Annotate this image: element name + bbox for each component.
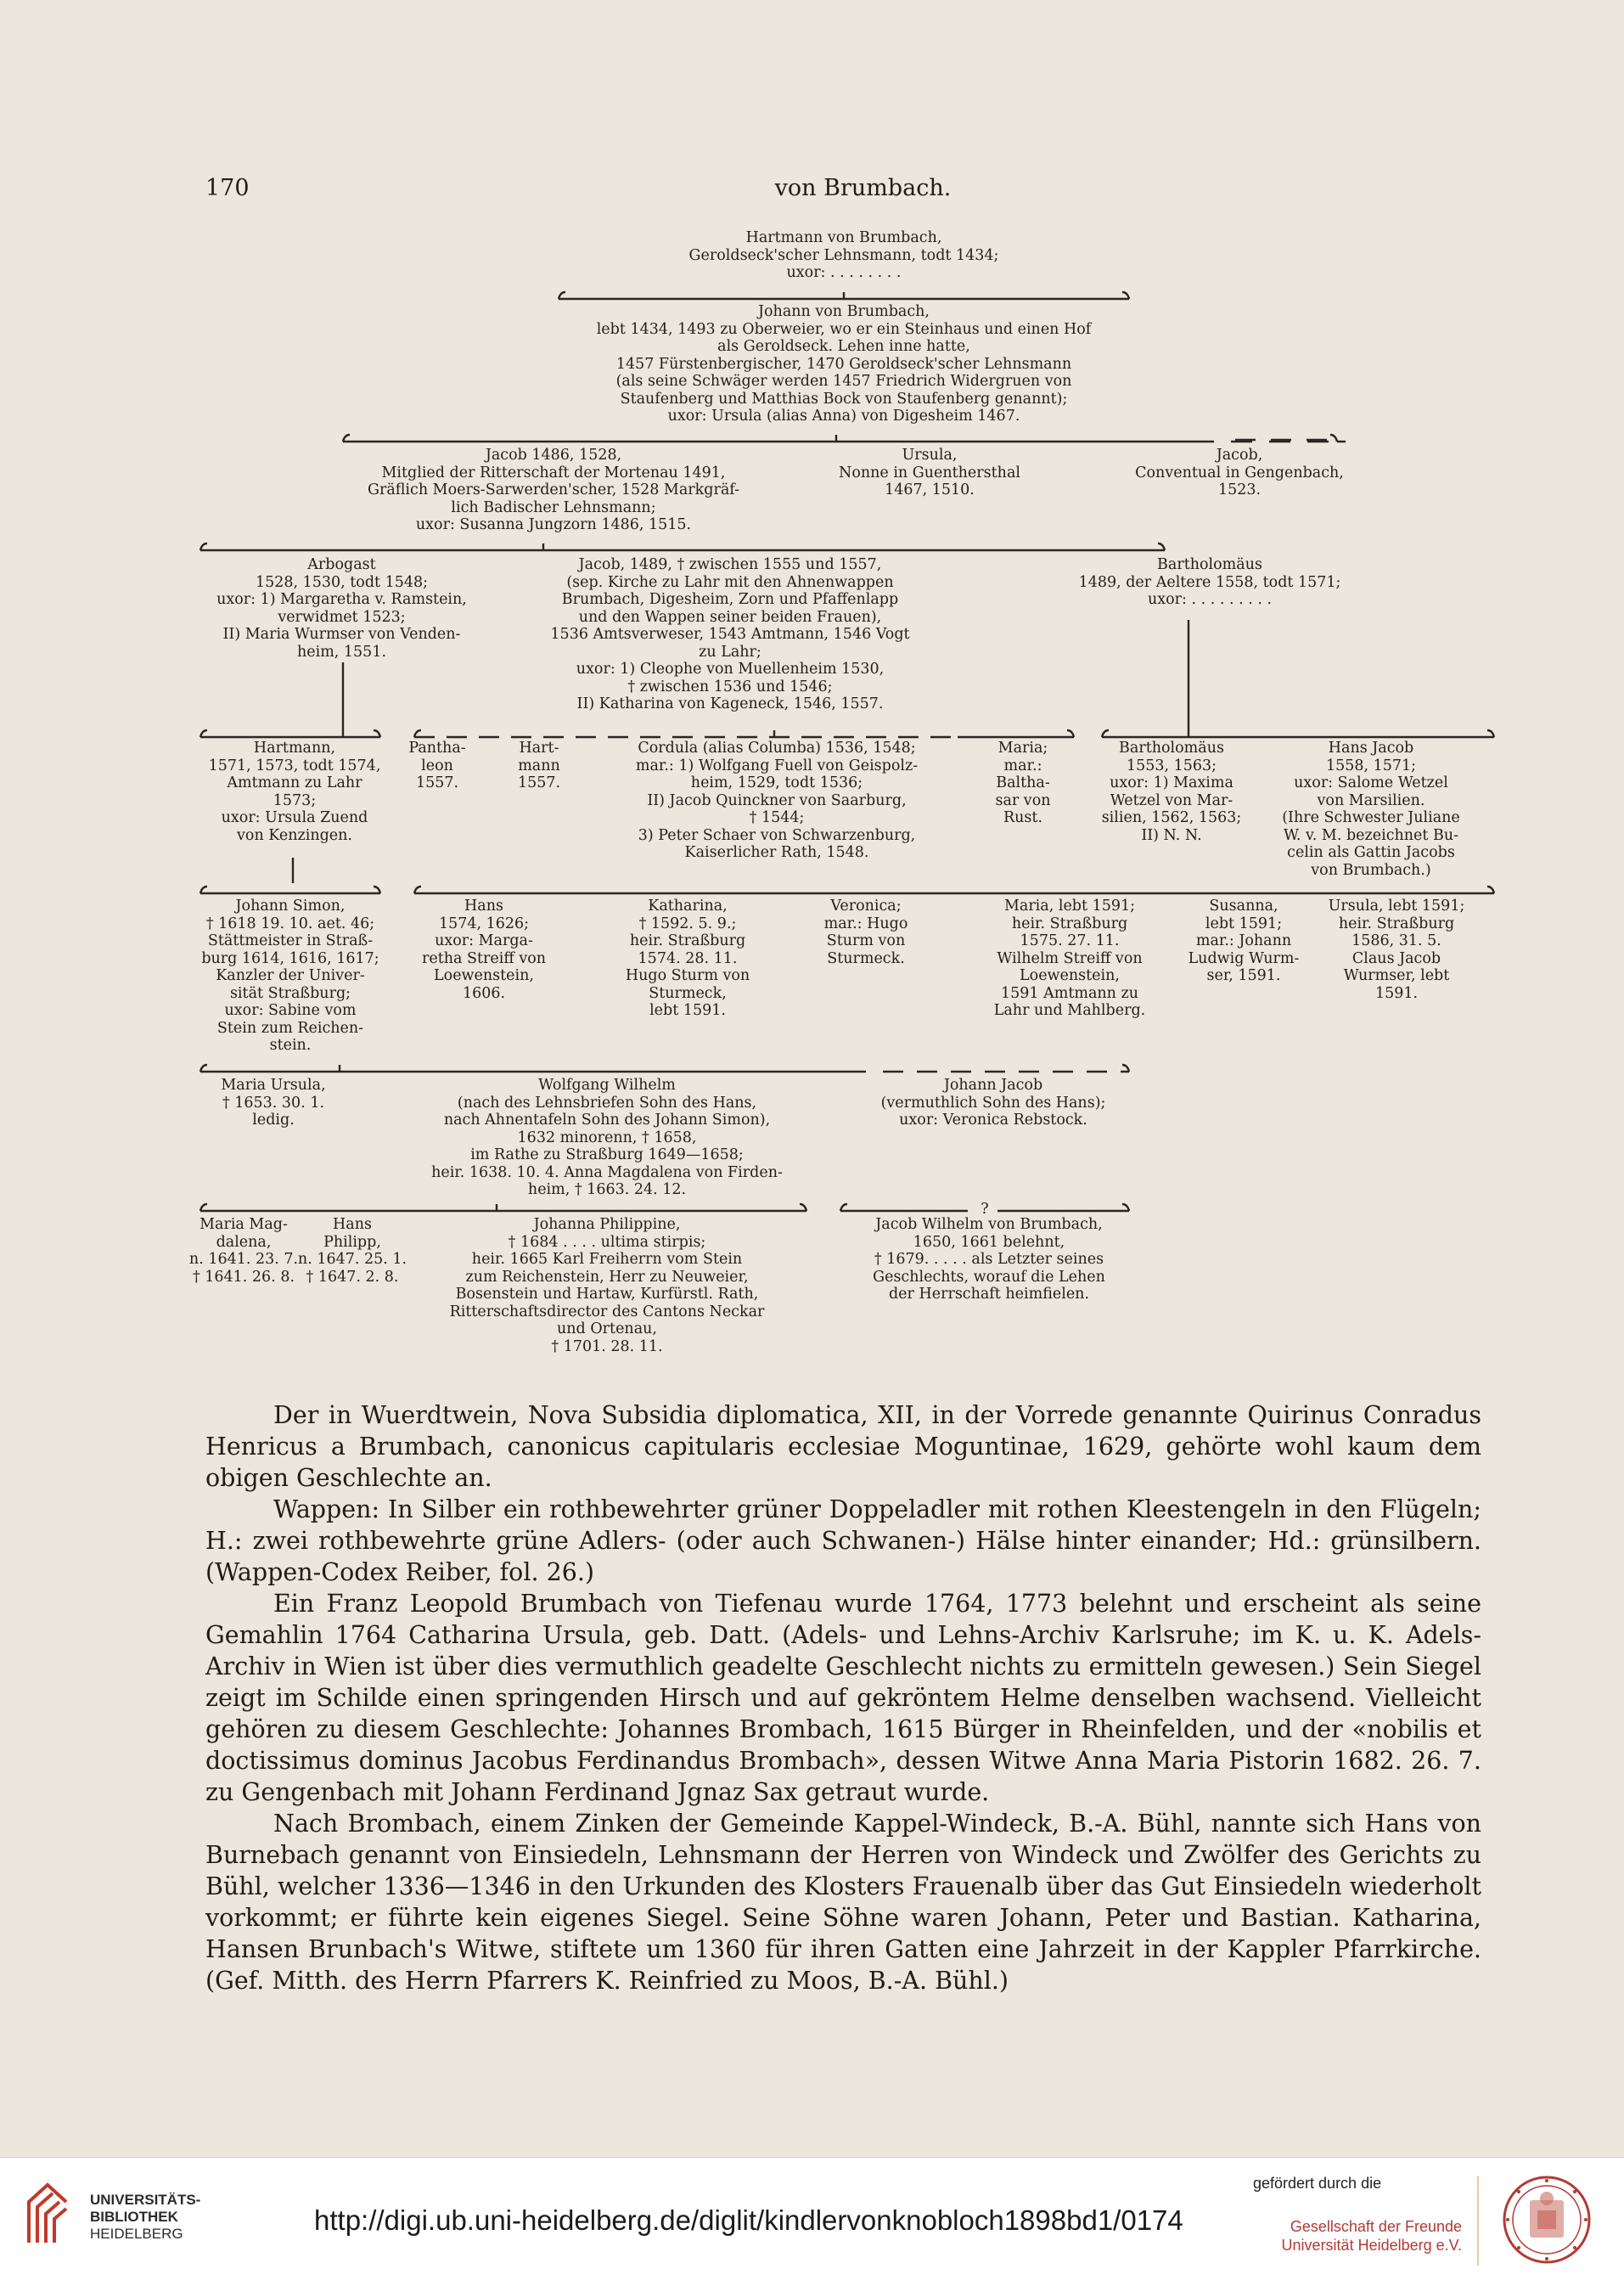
person-hartmann-gen1: Hartmann von Brumbach, Geroldseck'scher Lehnsmann, todt 1434; uxor: . . . . . . . . <box>688 229 999 281</box>
person-johannsimon-gen6: Johann Simon, † 1618 19. 10. aet. 46; Stättmeister in Straß- burg 1614, 1616, 1617; Kanzler der Univer- sität Straßburg; uxor: Sabine vom Stein zum Reichen- stein. <box>201 898 379 1054</box>
prose-paragraph: Der in Wuerdtwein, Nova Subsidia diplomatica, XII, in der Vorrede genannte Quirinus Conradus Henricus a Brumbach, canonicus capitularis ecclesiae Moguntinae, 1629, gehörte wohl kaum dem obigen Geschlechte an. <box>205 1401 1481 1492</box>
library-name[interactable] <box>90 2192 200 2243</box>
viewer-footer <box>0 2157 1624 2280</box>
prose-text <box>205 1399 1481 1996</box>
person-maria-gen6: Maria, lebt 1591; heir. Straßburg 1575. 27. 11. Wilhelm Streiff von Loewenstein, 1591 Amtmann zu Lahr und Mahlberg. <box>993 898 1146 1019</box>
person-arbogast-gen4: Arbogast 1528, 1530, todt 1548; uxor: 1) Margaretha v. Ramstein, verwidmet 1523; II) Maria Wurmser von Venden- heim, 1551. <box>216 556 467 661</box>
person-mariaursula-gen7: Maria Ursula, † 1653. 30. 1. ledig. <box>221 1077 326 1129</box>
prose-paragraph: Wappen: In Silber ein rothbewehrter grüner Doppeladler mit rothen Kleestengeln in den Flügeln; H.: zwei rothbewehrte grüne Adlers- (oder auch Schwanen-) Hälse hinter einander; Hd.: grünsilbern. (Wappen-Codex Reiber, fol. 26.) <box>205 1495 1481 1586</box>
person-johannaphilippine-gen8: Johanna Philippine, † 1684 . . . . ultima stirpis; heir. 1665 Karl Freiherrn vom Stein zum Reichenstein, Herr zu Neuweier, Bosenstein und Hartaw, Kurfürstl. Rath, Ritterschaftsdirector des Cantons Neckar und Ortenau, † 1701. 28. 11. <box>449 1216 765 1355</box>
funded-by-label: gefördert durch die <box>1253 2175 1382 2192</box>
person-susanna-gen6: Susanna, lebt 1591; mar.: Johann Ludwig Wurm- ser, 1591. <box>1188 898 1300 984</box>
running-head: von Brumbach. <box>774 175 952 201</box>
person-wolfgangwilhelm-gen7: Wolfgang Wilhelm (nach des Lehnsbriefen Sohn des Hans, nach Ahnentafeln Sohn des Johann Simon), 1632 minorenn, † 1658, im Rathe zu Straßburg 1649—1658; heir. 1638. 10. 4. Anna Magdalena von Firden- heim, † 1663. 24. 12. <box>431 1077 783 1198</box>
person-maria-gen5: Maria; mar.: Baltha- sar von Rust. <box>995 740 1051 826</box>
permalink-url[interactable]: http://digi.ub.uni-heidelberg.de/diglit/kindlervonknobloch1898bd1/0174 <box>314 2204 1183 2236</box>
library-name-line: UNIVERSITÄTS- <box>90 2192 201 2208</box>
prose-paragraph: Ein Franz Leopold Brumbach von Tiefenau wurde 1764, 1773 belehnt und erscheint als seine Gemahlin 1764 Catharina Ursula, geb. Datt. (Adels- und Lehns-Archiv Karlsruhe; im K. u. K. Adels-Archiv in Wien ist über dies vermuthlich geadelte Geschlecht nichts zu ermitteln gewesen.) Sein Siegel zeigt im Schilde einen springenden Hirsch und auf gekröntem Helme denselben wachsend. Vielleicht gehören zu diesem Geschlechte: Johannes Brombach, 1615 Bürger in Rheinfelden, und der «nobilis et doctissimus dominus Jacobus Ferdinandus Brombach», dessen Witwe Anna Maria Pistorin 1682. 26. 7. zu Gengenbach mit Johann Ferdinand Jgnaz Sax getraut wurde. <box>205 1590 1481 1806</box>
person-bartholomaeus-gen5: Bartholomäus 1553, 1563; uxor: 1) Maxima Wetzel von Mar- silien, 1562, 1563; II) N. N. <box>1101 740 1242 844</box>
sponsor-name[interactable] <box>1250 2217 1462 2255</box>
person-veronica-gen6: Veronica; mar.: Hugo Sturm von Sturmeck. <box>823 898 908 967</box>
person-katharina-gen6: Katharina, † 1592. 5. 9.; heir. Straßburg 1574. 28. 11. Hugo Sturm von Sturmeck, lebt 1591. <box>625 898 750 1019</box>
person-panthaleon-gen5: Pantha- leon 1557. <box>408 740 466 791</box>
person-ursula-gen6: Ursula, lebt 1591; heir. Straßburg 1586, 31. 5. Claus Jacob Wurmser, lebt 1591. <box>1328 898 1465 1002</box>
page-number: 170 <box>205 175 250 201</box>
person-hartmann-gen5: Hartmann, 1571, 1573, todt 1574, Amtmann zu Lahr 1573; uxor: Ursula Zuend von Kenzingen. <box>208 740 381 844</box>
library-name-line: BIBLIOTHEK <box>90 2209 178 2225</box>
person-jacobwilhelm-gen8: Jacob Wilhelm von Brumbach, 1650, 1661 belehnt, † 1679. . . . . als Letzter seines Geschlechts, worauf die Lehen der Herrschaft heimfielen. <box>873 1216 1105 1303</box>
person-hartmann2-gen5: Hart- mann 1557. <box>517 740 561 791</box>
person-jacob-gen4: Jacob, 1489, † zwischen 1555 und 1557, (sep. Kirche zu Lahr mit den Ahnenwappen Brumbach, Digesheim, Zorn und Pfaffenlapp und den Wappen seiner beiden Frauen), 1536 Amtsverweser, 1543 Amtmann, 1546 Vogt zu Lahr; uxor: 1) Cleophe von Muellenheim 1530, † zwischen 1536 und 1546; II) Katharina von Kageneck, 1546, 1557. <box>550 556 910 712</box>
uncertain-link-mark: ? <box>981 1201 989 1218</box>
person-mariamagdalena-gen8: Maria Mag- dalena, n. 1641. 23. 7. † 1641. 26. 8. <box>188 1216 299 1286</box>
person-bartholomaeus-gen4: Bartholomäus 1489, der Aeltere 1558, todt 1571; uxor: . . . . . . . . . <box>1078 556 1341 608</box>
person-hansphilipp-gen8: Hans Philipp, n. 1647. 25. 1. † 1647. 2. 8. <box>297 1216 407 1286</box>
person-hans-gen6: Hans 1574, 1626; uxor: Marga- retha Streiff von Loewenstein, 1606. <box>421 898 547 1002</box>
university-seal-icon[interactable] <box>1500 2173 1593 2266</box>
sponsor-line: Gesellschaft der Freunde <box>1290 2218 1462 2235</box>
person-ursula-gen3: Ursula, Nonne in Guenthersthal 1467, 1510. <box>839 447 1020 498</box>
person-johann-gen2: Johann von Brumbach, lebt 1434, 1493 zu Oberweier, wo er ein Steinhaus und einen Hof als Geroldseck. Lehen inne hatte, 1457 Fürstenbergischer, 1470 Geroldseck'scher Lehnsmann (als seine Schwäger werden 1457 Friedrich Widergruen von Staufenberg und Matthias Bock von Staufenberg genannt); uxor: Ursula (alias Anna) von Digesheim 1467. <box>596 303 1092 425</box>
person-jacob-conventual-gen3: Jacob, Conventual in Gengenbach, 1523. <box>1135 447 1344 498</box>
person-johannjacob-gen7: Johann Jacob (vermuthlich Sohn des Hans); uxor: Veronica Rebstock. <box>880 1077 1106 1129</box>
person-jacob-gen3: Jacob 1486, 1528, Mitglied der Ritterschaft der Mortenau 1491, Gräflich Moers-Sarwerden'scher, 1528 Markgräf- lich Badischer Lehnsmann; uxor: Susanna Jungzorn 1486, 1515. <box>367 447 740 533</box>
library-logo-icon[interactable] <box>22 2176 73 2253</box>
footer-divider <box>1477 2176 1479 2266</box>
library-name-line: HEIDELBERG <box>90 2226 183 2242</box>
sponsor-line: Universität Heidelberg e.V. <box>1281 2237 1462 2254</box>
prose-paragraph: Nach Brombach, einem Zinken der Gemeinde Kappel-Windeck, B.-A. Bühl, nannte sich Hans von Burnebach genannt von Einsiedeln, Lehnsmann der Herren von Windeck und Zwölfer des Gerichts zu Bühl, welcher 1336—1346 in den Urkunden des Klosters Frauenalb über das Gut Einsiedeln wiederholt vorkommt; er führte kein eigenes Siegel. Seine Söhne waren Johann, Peter und Bastian. Katharina, Hansen Brunbach's Witwe, stiftete um 1360 für ihren Gatten eine Jahrzeit in der Kappler Pfarrkirche. (Gef. Mitth. des Herrn Pfarrers K. Reinfried zu Moos, B.-A. Bühl.) <box>205 1810 1481 1995</box>
person-cordula-gen5: Cordula (alias Columba) 1536, 1548; mar.: 1) Wolfgang Fuell von Geispolz- heim, 1529, todt 1536; II) Jacob Quinckner von Saarburg, † 1544; 3) Peter Schaer von Schwarzenburg, Kaiserlicher Rath, 1548. <box>635 740 919 861</box>
person-hansjacob-gen5: Hans Jacob 1558, 1571; uxor: Salome Wetzel von Marsilien. (Ihre Schwester Juliane W. v. M. bezeichnet Bu- celin als Gattin Jacobs von Brumbach.) <box>1282 740 1460 879</box>
